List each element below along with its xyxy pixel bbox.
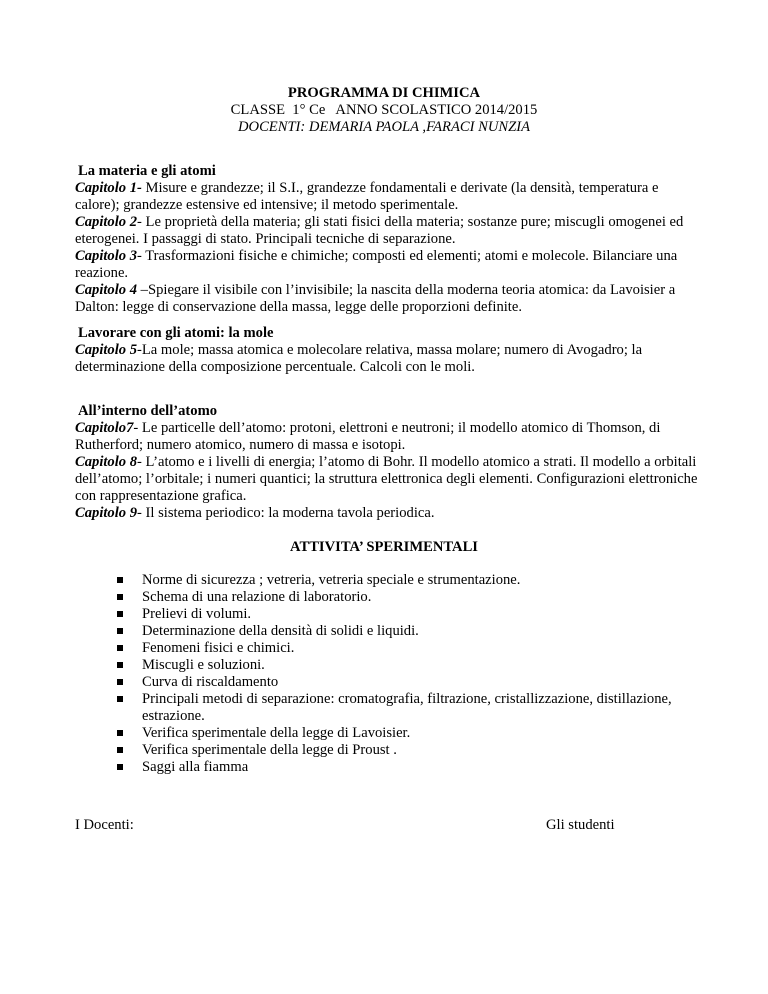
list-item-text: Curva di riscaldamento: [142, 674, 279, 690]
chapter-label: Capitolo 2: [75, 214, 138, 230]
chapter-label: Capitolo 5: [75, 342, 138, 358]
square-bullet-icon: [117, 747, 123, 753]
square-bullet-icon: [117, 594, 123, 600]
activities-title: ATTIVITA’ SPERIMENTALI: [290, 539, 478, 555]
square-bullet-icon: [117, 764, 123, 770]
square-bullet-icon: [117, 662, 123, 668]
chapter-text: –Spiegare il visibile con l’invisibile; la nascita della moderna teoria atomica: da Lavoisier a Dalton: legge di conservazione della massa, legge delle proporzioni definite.: [75, 282, 676, 315]
chapter-3: [75, 248, 700, 282]
list-item-text: Schema di una relazione di laboratorio.: [142, 589, 372, 605]
section-materia-atomi: [75, 163, 700, 316]
activities-list: [114, 572, 674, 776]
chapter-text: Misure e grandezze; il S.I., grandezze fondamentali e derivate (la densità, temperatura e calore); grandezze estensive ed intensive; il metodo sperimentale.: [75, 180, 659, 213]
chapter-text: - Trasformazioni fisiche e chimiche; composti ed elementi; atomi e molecole. Bilanciare una reazione.: [75, 248, 678, 281]
chapter-8: [75, 454, 700, 505]
list-item: [114, 759, 674, 776]
list-item: [114, 657, 674, 674]
list-item-text: Fenomeni fisici e chimici.: [142, 640, 295, 656]
chapter-text: - Le proprietà della materia; gli stati fisici della materia; sostanze pure; miscugli omogenei ed eterogenei. I passaggi di stato. Principali tecniche di separazione.: [75, 214, 684, 247]
section-title: All’interno dell’atomo: [78, 403, 218, 419]
chapter-label: Capitolo 9: [75, 505, 138, 521]
list-item: [114, 691, 674, 725]
list-item: [114, 725, 674, 742]
chapter-label: Capitolo 4: [75, 282, 138, 298]
chapter-label: Capitolo 8: [75, 454, 138, 470]
chapter-1: [75, 180, 700, 214]
chapter-label: Capitolo 3: [75, 248, 138, 264]
list-item-text: Principali metodi di separazione: cromatografia, filtrazione, cristallizzazione, distillazione, estrazione.: [142, 691, 672, 724]
list-item: [114, 674, 674, 691]
document-header: [0, 85, 768, 136]
chapter-7: [75, 420, 700, 454]
square-bullet-icon: [117, 696, 123, 702]
square-bullet-icon: [117, 577, 123, 583]
document-title: PROGRAMMA DI CHIMICA: [287, 85, 481, 101]
class-year-line: CLASSE 1° Ce ANNO SCOLASTICO 2014/2015: [230, 102, 538, 118]
chapter-text: -La mole; massa atomica e molecolare relativa, massa molare; numero di Avogadro; la determinazione della composizione percentuale. Calcoli con le moli.: [75, 342, 643, 375]
section-title: La materia e gli atomi: [78, 163, 216, 179]
list-item-text: Miscugli e soluzioni.: [142, 657, 265, 673]
list-item: [114, 606, 674, 623]
list-item-text: Determinazione della densità di solidi e liquidi.: [142, 623, 419, 639]
section-title: Lavorare con gli atomi: la mole: [78, 325, 274, 341]
chapter-9: [75, 505, 700, 522]
list-item: [114, 572, 674, 589]
teachers-signature-label: I Docenti:: [75, 817, 134, 833]
square-bullet-icon: [117, 730, 123, 736]
chapter-5: [75, 342, 700, 376]
list-item-text: Norme di sicurezza ; vetreria, vetreria speciale e strumentazione.: [142, 572, 521, 588]
chapter-2: [75, 214, 700, 248]
chapter-text: - Il sistema periodico: la moderna tavola periodica.: [137, 505, 435, 521]
chapter-label: Capitolo7: [75, 420, 134, 436]
chapter-text: - Le particelle dell’atomo: protoni, elettroni e neutroni; il modello atomico di Thomson, di Rutherford; numero atomico, numero di massa e isotopi.: [75, 420, 661, 453]
teachers-line: DOCENTI: DEMARIA PAOLA ,FARACI NUNZIA: [237, 119, 530, 135]
chapter-text: - L’atomo e i livelli di energia; l’atomo di Bohr. Il modello atomico a strati. Il modello a orbitali dell’atomo; l’orbitale; i numeri quantici; la struttura elettronica degli elementi. Configurazioni elettroniche con rappresentazione grafica.: [75, 454, 698, 504]
square-bullet-icon: [117, 645, 123, 651]
square-bullet-icon: [117, 611, 123, 617]
chapter-label: Capitolo 1-: [75, 180, 142, 196]
list-item: [114, 640, 674, 657]
students-signature-label: Gli studenti: [546, 817, 615, 833]
list-item: [114, 589, 674, 606]
chapter-4: [75, 282, 700, 316]
list-item-text: Verifica sperimentale della legge di Lavoisier.: [142, 725, 411, 741]
section-interno-atomo: [75, 403, 700, 522]
square-bullet-icon: [117, 628, 123, 634]
list-item: [114, 742, 674, 759]
section-mole: [75, 325, 700, 376]
list-item-text: Verifica sperimentale della legge di Proust .: [142, 742, 397, 758]
list-item-text: Prelievi di volumi.: [142, 606, 252, 622]
list-item: [114, 623, 674, 640]
square-bullet-icon: [117, 679, 123, 685]
list-item-text: Saggi alla fiamma: [142, 759, 249, 775]
